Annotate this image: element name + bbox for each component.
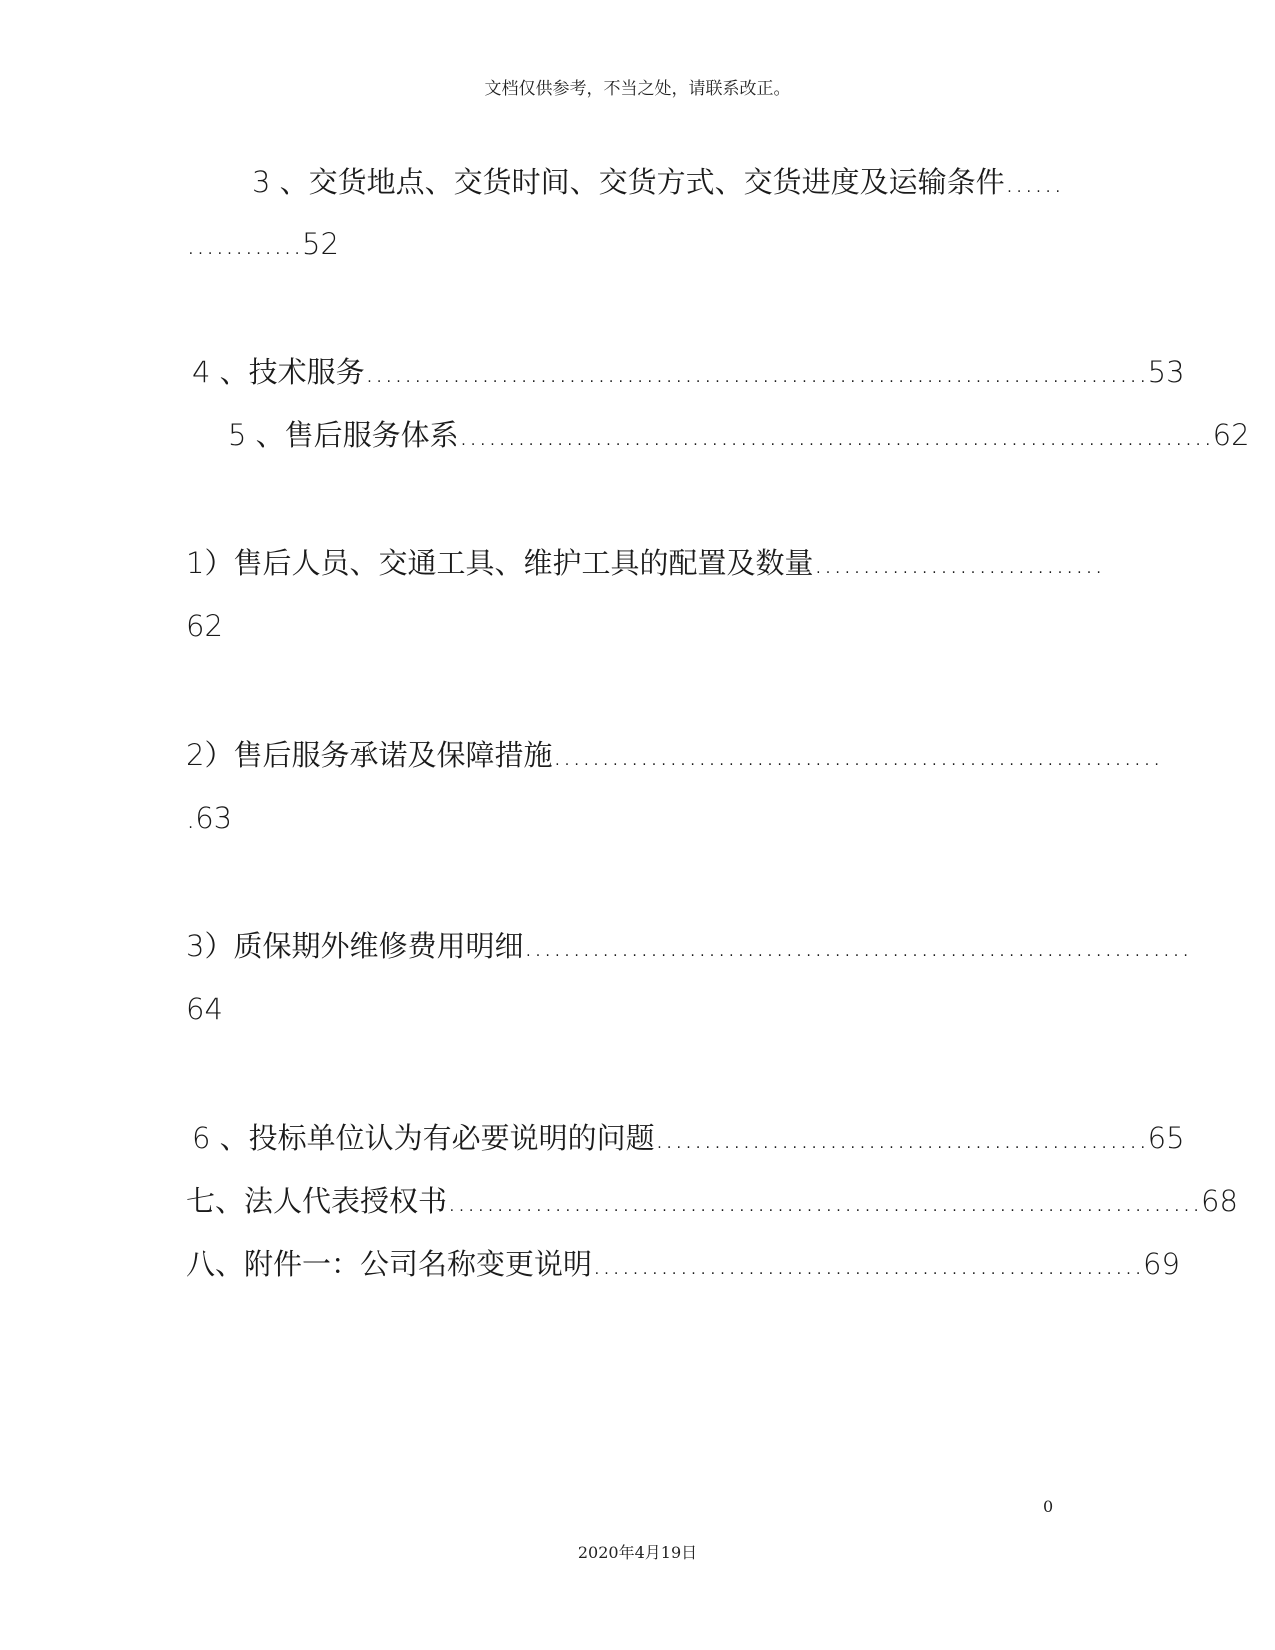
page-header-notice: 文档仅供参考，不当之处，请联系改正。 xyxy=(484,79,791,99)
toc-entry-3-repair-costs-page: 64 xyxy=(186,992,223,1026)
toc-entry-6-bidder-notes: 6 、投标单位认为有必要说明的问题……………………………………………65 xyxy=(192,1121,1185,1155)
toc-entry-2-commitment: 2）售后服务承诺及保障措施……………………………………………………… xyxy=(186,738,1162,772)
toc-entry-8-attachment: 八、附件一：公司名称变更说明…………………………………………………69 xyxy=(186,1247,1180,1281)
toc-entry-1-staff-tools: 1）售后人员、交通工具、维护工具的配置及数量………………………… xyxy=(186,546,1104,580)
toc-entry-2-commitment-page: .63 xyxy=(186,801,233,835)
toc-entry-3-delivery: 3 、交货地点、交货时间、交货方式、交货进度及运输条件…… xyxy=(252,165,1063,199)
toc-entry-1-staff-tools-page: 62 xyxy=(186,609,223,643)
toc-entry-3-repair-costs: 3）质保期外维修费用明细…………………………………………………………… xyxy=(186,929,1191,963)
toc-entry-7-authorization: 七、法人代表授权书……………………………………………………………………68 xyxy=(186,1184,1238,1218)
page-footer-date: 2020年4月19日 xyxy=(577,1543,698,1562)
page-number: 0 xyxy=(1043,1497,1054,1516)
toc-entry-5-after-sales-system: 5 、售后服务体系……………………………………………………………………62 xyxy=(228,418,1250,452)
toc-entry-3-delivery-page: …………52 xyxy=(186,227,339,261)
toc-entry-4-tech-service: 4 、技术服务………………………………………………………………………53 xyxy=(192,355,1185,389)
